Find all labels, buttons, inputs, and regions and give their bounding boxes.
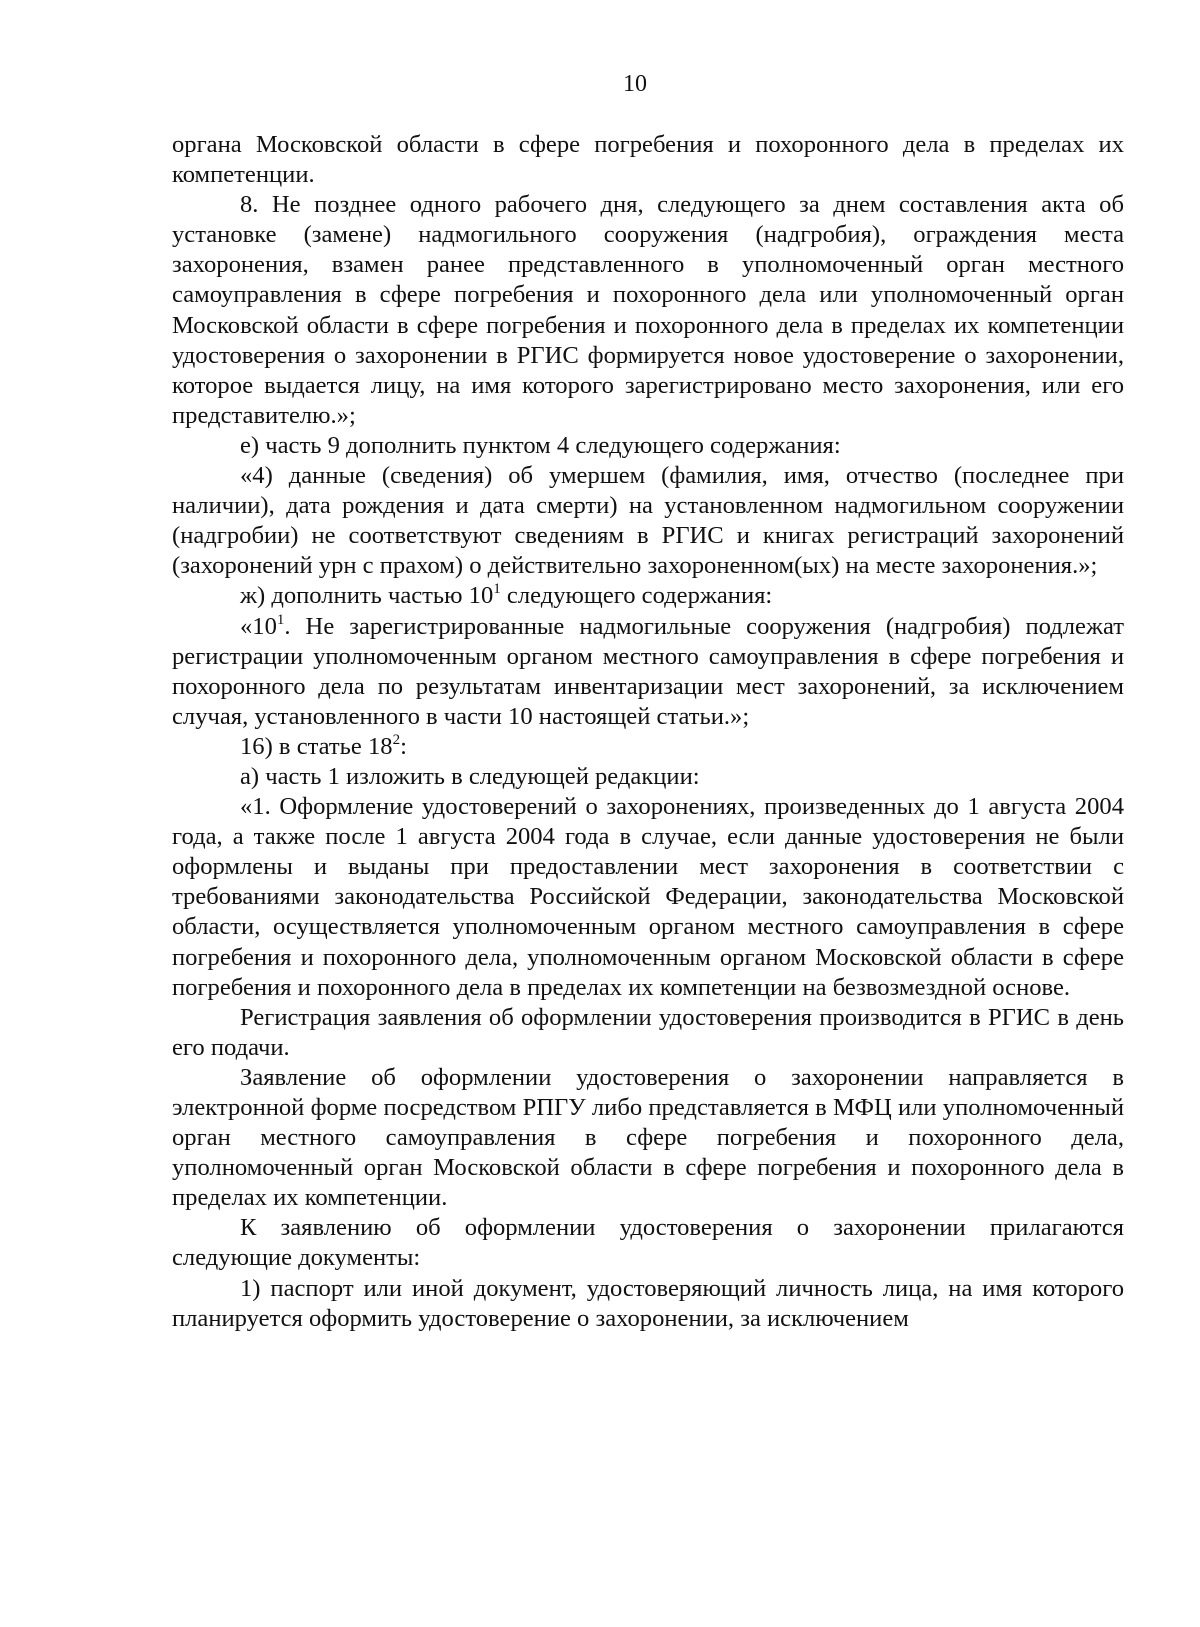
paragraph-item-16	[172, 732, 1124, 762]
paragraph-part-1	[172, 792, 1124, 1003]
superscript: 2	[392, 731, 401, 748]
text-run: органа Московской области в сфере погребения и похоронного дела в пределах их компетенции.	[172, 131, 1124, 189]
paragraph-item-zh	[172, 581, 1124, 611]
paragraph-point-4	[172, 461, 1124, 581]
paragraph-registration	[172, 1003, 1124, 1063]
superscript: 1	[493, 581, 501, 598]
superscript: 1	[276, 611, 285, 628]
page-number: 10	[623, 71, 647, 97]
text-run: «4) данные (сведения) об умершем (фамилия, имя, отчество (последнее при наличии), дата рождения и дата смерти) на установленном надмогильном сооружении (надгробии) не соответствуют сведениям в РГИС и книгах регистраций захоронений (захоронений урн с прахом) о действительно захороненном(ых) на месте захоронения.»;	[172, 462, 1124, 580]
paragraph-continuation	[172, 130, 1124, 190]
text-run: К заявлению об оформлении удостоверения о захоронении прилагаются следующие документы:	[172, 1214, 1124, 1272]
paragraph-clause-8	[172, 190, 1124, 431]
text-run: следующего содержания:	[500, 582, 773, 610]
text-run: 1) паспорт или иной документ, удостоверяющий личность лица, на имя которого планируется оформить удостоверение о захоронении, за исключением	[172, 1274, 1124, 1332]
text-run: Заявление об оформлении удостоверения о захоронении направляется в электронной форме посредством РПГУ либо представляется в МФЦ или уполномоченный орган местного самоуправления в сфере погребения и похоронного дела, уполномоченный орган Московской области в сфере погребения и похоронного дела в пределах их компетенции.	[172, 1063, 1124, 1212]
text-run: е) часть 9 дополнить пунктом 4 следующего содержания:	[240, 431, 841, 459]
paragraph-passport	[172, 1274, 1124, 1334]
text-run: 16) в статье 18	[240, 732, 393, 760]
paragraph-item-a	[172, 762, 1124, 792]
text-run: . Не зарегистрированные надмогильные сооружения (надгробия) подлежат регистрации уполномоченным органом местного самоуправления в сфере погребения и похоронного дела по результатам инвентаризации мест захоронений, за исключением случая, установленного в части 10 настоящей статьи.»;	[172, 612, 1124, 730]
document-body	[172, 130, 1124, 1334]
text-run: ж) дополнить частью 10	[240, 582, 494, 610]
text-run: а) часть 1 изложить в следующей редакции:	[240, 762, 700, 790]
text-run: «10	[240, 612, 277, 640]
paragraph-documents	[172, 1213, 1124, 1273]
text-run: :	[400, 732, 407, 760]
paragraph-part-10-1	[172, 612, 1124, 732]
paragraph-item-e	[172, 431, 1124, 461]
text-run: Регистрация заявления об оформлении удостоверения производится в РГИС в день его подачи.	[172, 1003, 1124, 1061]
text-run: «1. Оформление удостоверений о захоронениях, произведенных до 1 августа 2004 года, а также после 1 августа 2004 года в случае, если данные удостоверения не были оформлены и выданы при предоставлении мест захоронения в соответствии с требованиями законодательства Российской Федерации, законодательства Московской области, осуществляется уполномоченным органом местного самоуправления в сфере погребения и похоронного дела, уполномоченным органом Московской области в сфере погребения и похоронного дела в пределах их компетенции на безвозмездной основе.	[172, 793, 1124, 1001]
text-run: 8. Не позднее одного рабочего дня, следующего за днем составления акта об установке (замене) надмогильного сооружения (надгробия), ограждения места захоронения, взамен ранее представленного в уполномоченный орган местного самоуправления в сфере погребения и похоронного дела или уполномоченный орган Московской области в сфере погребения и похоронного дела в пределах их компетенции удостоверения о захоронении в РГИС формируется новое удостоверение о захоронении, которое выдается лицу, на имя которого зарегистрировано место захоронения, или его представителю.»;	[172, 191, 1124, 429]
paragraph-application	[172, 1063, 1124, 1213]
